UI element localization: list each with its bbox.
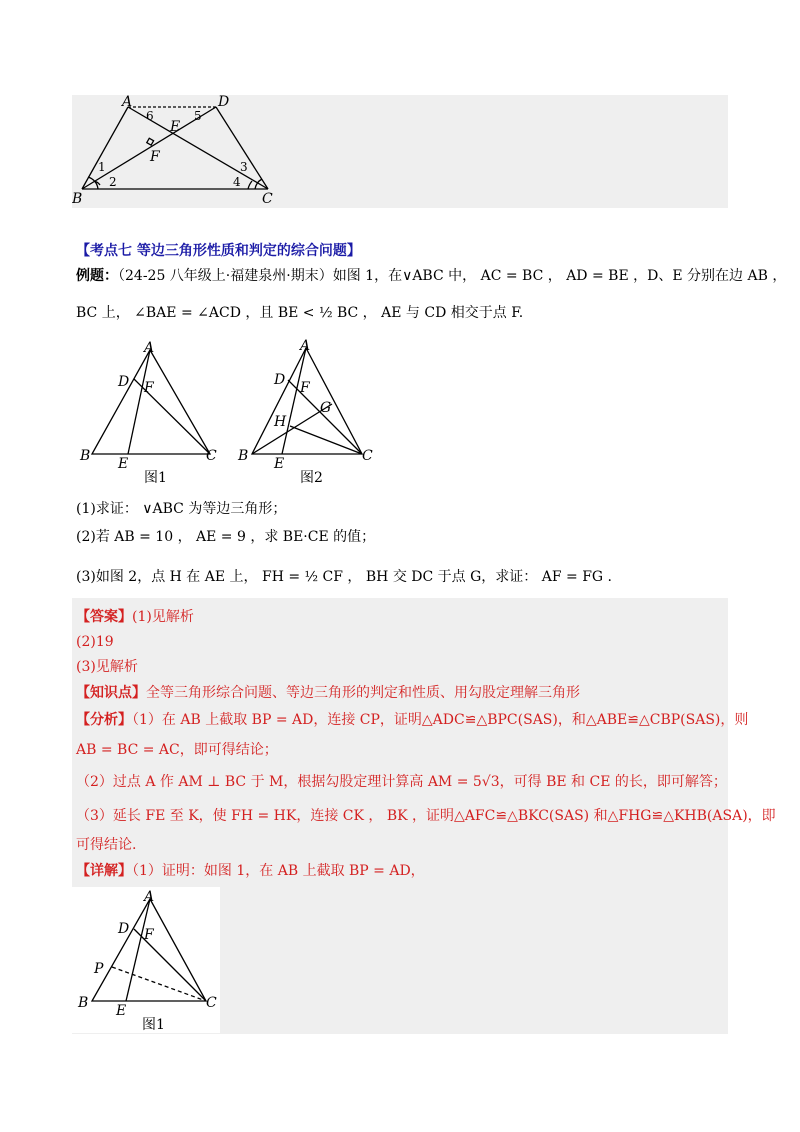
analysis-line-1 (76, 710, 748, 730)
fig1-B: B (80, 448, 91, 464)
figure-top (72, 95, 332, 208)
fig1-C: C (206, 448, 217, 464)
section-title: 【考点七 等边三角形性质和判定的综合问题】 (76, 243, 361, 259)
analysis-p1a: （1）在 AB 上截取 BP = AD，连接 CP，证明△ADC≌△BPC(SAS)，和△ABE≌△CBP(SAS)，则 (132, 712, 749, 728)
example-line-2: BC 上， ∠BAE = ∠ACD ，且 BE < ½ BC ， AE 与 CD 相交于点 F. (76, 305, 524, 321)
fig3-D: D (118, 921, 130, 937)
fig3-E: E (116, 1003, 127, 1019)
knowledge-line (76, 683, 580, 703)
knowledge-text: 全等三角形综合问题、等边三角形的判定和性质、用勾股定理解三角形 (146, 685, 580, 701)
analysis-p3b: 可得结论. (76, 837, 137, 853)
angle-4: 4 (233, 175, 241, 189)
fig2-F: F (300, 380, 310, 396)
analysis-p1b: AB = BC = AC，即可得结论； (76, 742, 278, 758)
label-E: E (170, 119, 181, 135)
analysis-label: 【分析】 (76, 712, 132, 728)
detail-text: （1）证明：如图 1，在 AB 上截取 BP = AD， (132, 863, 425, 879)
answer-2: (2)19 (76, 634, 114, 650)
fig2-B: B (238, 448, 249, 464)
fig1-A: A (144, 340, 155, 356)
analysis-p2: （2）过点 A 作 AM ⊥ BC 于 M，根据勾股定理计算高 AM = 5√3，可得 BE 和 CE 的长，即可解答； (76, 774, 727, 790)
fig2-C: C (362, 448, 373, 464)
question-2: (2)若 AB = 10 ， AE = 9 ，求 BE·CE 的值； (76, 529, 376, 545)
example-label: 例题： (76, 268, 118, 284)
fig1-caption: 图1 (144, 470, 167, 486)
fig2-D: D (274, 372, 286, 388)
label-C: C (262, 191, 273, 207)
fig2-A: A (300, 338, 311, 354)
detail-line (76, 861, 425, 881)
analysis-p3a: （3）延长 FE 至 K，使 FH = HK，连接 CK ， BK ，证明△AFC≌△BKC(SAS) 和△FHG≌△KHB(ASA)，即 (76, 808, 776, 824)
fig1-E: E (118, 456, 129, 472)
fig2-E: E (274, 456, 285, 472)
label-A: A (122, 95, 133, 110)
answer-1: (1)见解析 (132, 609, 194, 625)
angle-3: 3 (240, 160, 248, 174)
answer-line-1 (76, 607, 194, 627)
fig3-C: C (206, 995, 217, 1011)
figure-3 (72, 887, 220, 1033)
fig3-P: P (94, 961, 104, 977)
label-D: D (218, 95, 230, 110)
answer-label: 【答案】 (76, 609, 132, 625)
label-B: B (72, 191, 83, 207)
figure-1 (74, 338, 234, 488)
example-line-1 (76, 266, 786, 286)
answer-3: (3)见解析 (76, 659, 138, 675)
figure-2 (232, 338, 382, 488)
angle-1: 1 (98, 160, 106, 174)
detail-label: 【详解】 (76, 863, 132, 879)
fig2-G: G (320, 400, 332, 416)
fig3-F: F (144, 927, 154, 943)
question-1: (1)求证： ∨ABC 为等边三角形； (76, 501, 287, 517)
fig3-A: A (144, 889, 155, 905)
fig3-B: B (78, 995, 89, 1011)
label-F: F (150, 149, 160, 165)
fig1-F: F (144, 380, 154, 396)
angle-5: 5 (194, 109, 202, 123)
fig3-caption: 图1 (142, 1017, 165, 1033)
angle-6: 6 (146, 109, 154, 123)
example-text-1: （24-25 八年级上·福建泉州·期末）如图 1，在∨ABC 中， AC = BC ， AD = BE ，D、E 分别在边 AB ， (118, 268, 787, 284)
fig2-H: H (274, 414, 287, 430)
fig1-D: D (118, 374, 130, 390)
question-3: (3)如图 2，点 H 在 AE 上， FH = ½ CF ， BH 交 DC 于点 G，求证： AF = FG . (76, 569, 612, 585)
fig2-caption: 图2 (300, 470, 323, 486)
knowledge-label: 【知识点】 (76, 685, 146, 701)
angle-2: 2 (109, 175, 117, 189)
